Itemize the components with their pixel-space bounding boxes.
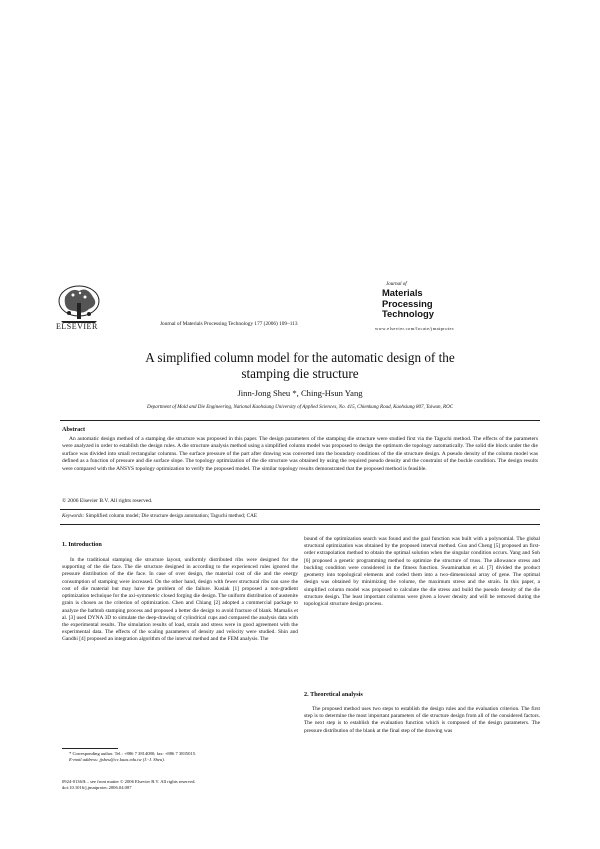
journal-title-line: Processing [382,297,433,309]
journal-title-line: Technology [382,308,434,319]
section-heading-theoretical-analysis: 2. Theoretical analysis [304,691,363,698]
journal-title [382,288,434,320]
footnote-divider [62,748,118,749]
divider [60,524,540,525]
abstract-text: An automatic design method of a stamping die structure was proposed in this paper. The design parameters of the stamping die structure were studied first via the Taguchi method. The effects of the parameters were analyzed in order to establish the design rules. A die structure analysis method using a simplified column model was proposed to design the optimum die topology automatically. The solid die block under the die surface was divided into small rectangular columns. The surface pressure of the part after drawing was converted into the boundary conditions of the die structure design. A pseudo density of the column model was defined as a function of pressure and die surface slope. The topology optimization of the die structure was obtained by using the required pseudo density and the constraint of the buckle condition. The design results were compared with the ANSYS topology optimization to verify the proposed model. The similar topology results demonstrated that the proposed method is feasible. [62,436,538,472]
journal-title-prefix: Journal of [386,282,407,287]
doi-line[interactable]: doi:10.1016/j.jmatprotec.2006.04.087 [62,785,132,791]
paragraph: bound of the optimization search was found and the goal function was built with a polynomial. The global structural optimization was obtained by the proposed interval method. Guo and Cheng [5] proposed an first-order extrapolation method to obtain the optimal solution when the singular condition occurs. Yang and Soh [6] proposed a genetic programming method to optimize the structure of truss. The allowance stress and buckling condition were considered in the fitness function. Swaminathan et al. [7] divided the product geometry into topological elements and coded them into a two-dimensional array of gene. The optimal design was obtained by minimizing the volume, the maximum stress and the strain. In this paper, a simplified column model was proposed to calculate the die stress and build the pseudo density of the die structure design. The least important columns were given a lower density and will be removed during the topological structure design process. [304,536,540,607]
copyright: © 2006 Elsevier B.V. All rights reserved. [62,498,153,504]
keywords [62,513,257,519]
paragraph: In the traditional stamping die structure layout, uniformly distributed ribs were designed for the supporting of the die face. The die structure designed in according to the experienced rules ignored the pressure distribution of the die face. In case of over design, the material cost of die and the energy consumption of stamping were increased. On the other hand, design with fewer structural ribs can save the cost of die material but may have the problem of die failure. Kusiak [1] proposed a non-gradient optimization technique for the axi-symmetric closed forging die design. The uniform distribution of austenite grain is chosen as the criterion of optimization. Chen and Chiang [2] adopted a commercial package to analyze the bathtub stamping process and proposed a better die design to avoid fracture of blank. Mamalis et al. [3] used DYNA 3D to simulate the deep-drawing of cylindrical cups and compared the analysis data with the experimental results. The simulation results of load, strain and stress were in good agreement with the experimental data. The effects of the scaling parameters of density and velocity were studied. Shin and Gandhi [4] proposed an integration algorithm of the interval method and the FEM analysis. The [62,557,298,643]
section-heading-introduction: 1. Introduction [62,541,102,548]
keywords-list: Simplified column model; Die structure design automation; Taguchi method; CAE [85,513,258,519]
theoretical-analysis-text [304,706,540,735]
affiliation: Department of Mold and Die Engineering, National Kaohsiung University of Applied Sciences, No. 415, Chienkung Road, Kaohsiung 807, Taiwan, ROC [146,405,454,410]
divider [60,420,540,421]
journal-title-line: Materials [382,287,423,298]
footnote-email: E-mail address: jjsheu@cc.kuas.edu.tw (J.-J. Sheu). [69,757,165,763]
footnote-corresponding-author: * Corresponding author. Tel.: +886 7 3814080; fax: +886 7 3835015. [69,751,197,756]
journal-url[interactable]: www.elsevier.com/locate/jmatprotec [375,326,455,331]
article-title-line: A simplified column model for the automatic design of the [145,350,455,365]
article-title [60,350,540,382]
abstract-heading: Abstract [62,426,86,433]
issn-line: 0924-0136/$ – see front matter © 2006 Elsevier B.V. All rights reserved. [62,779,196,784]
article-title-line: stamping die structure [241,366,359,381]
publisher-name: ELSEVIER [56,322,98,331]
divider [60,509,540,510]
front-matter [62,779,196,792]
keywords-label: Keywords: [62,513,85,519]
journal-citation: Journal of Materials Processing Technology 177 (2006) 109–113 [160,321,298,327]
introduction-text-left [62,557,298,644]
introduction-text-right [304,536,540,608]
elsevier-tree-logo [55,283,103,327]
authors: Jinn-Jong Sheu *, Ching-Hsun Yang [237,388,363,398]
paragraph: The proposed method uses two steps to establish the design rules and the evaluation criterion. The first step is to determine the most important parameters of die structure design from all of the considered factors. The next step is to establish the evaluation function which is composed of the design parameters. The pressure distribution of the blank at the final step of the drawing was [304,706,540,734]
footnote [62,751,298,764]
